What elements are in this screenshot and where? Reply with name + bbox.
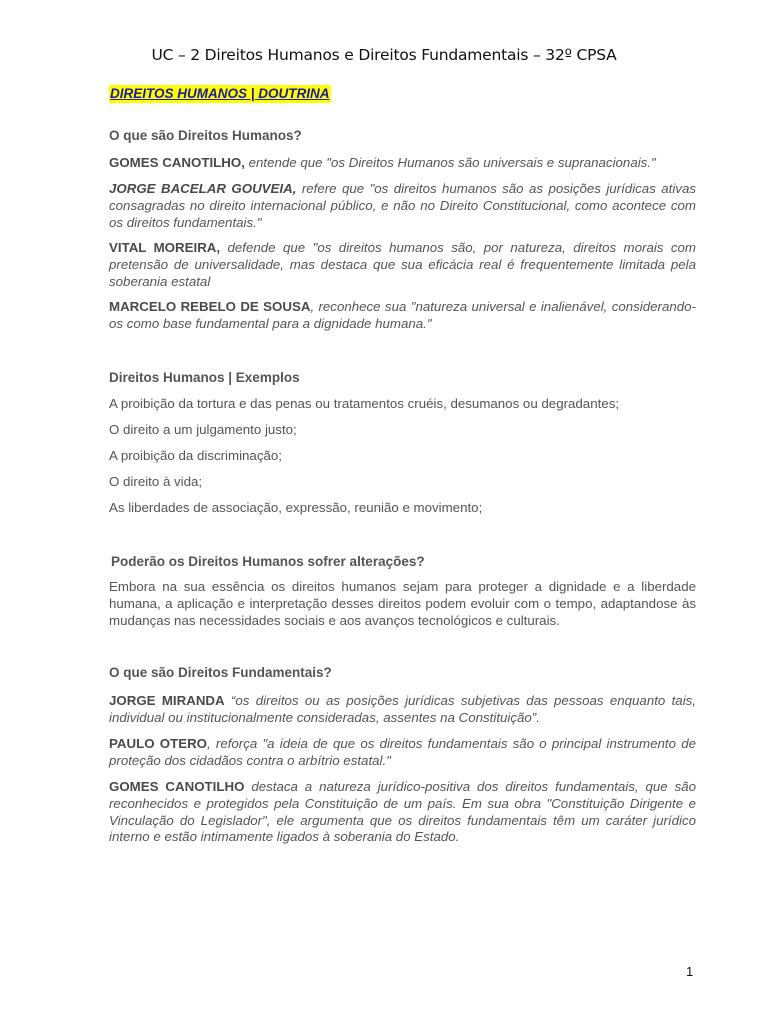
quote-text: refere que "os direitos humanos são as posições jurídicas ativas consagradas no direito internacional público, e não no Direito Constitucional, como acontece com os direitos fundamentais." [109, 181, 696, 230]
quote-author: GOMES CANOTILHO, [109, 155, 245, 170]
quote-paragraph [109, 181, 696, 231]
page-header: UC – 2 Direitos Humanos e Direitos Fundamentais – 32º CPSA [151, 46, 617, 64]
page-number: 1 [686, 964, 694, 979]
quote-text: , reforça "a ideia de que os direitos fundamentais são o principal instrumento de proteção dos cidadãos contra o arbítrio estatal." [109, 736, 696, 768]
quote-text: , reconhece sua "natureza universal e inalienável, considerando-os como base fundamental para a dignidade humana." [109, 299, 696, 331]
quote-paragraph [109, 155, 696, 172]
quote-paragraph [109, 779, 696, 846]
quote-paragraph [109, 299, 696, 333]
examples-heading: Direitos Humanos | Exemplos [109, 370, 300, 385]
answer-paragraph: Embora na sua essência os direitos humanos sejam para proteger a dignidade e a liberdade humana, a aplicação e interpretação desses direitos podem evoluir com o tempo, adaptandose às mudanças nas necessidades sociais e aos avanços tecnológicos e culturais. [109, 579, 696, 628]
quote-paragraph [109, 736, 696, 770]
example-item: O direito a um julgamento justo; [109, 422, 297, 437]
example-item: O direito à vida; [109, 474, 203, 489]
question-heading-2: Poderão os Direitos Humanos sofrer alterações? [111, 554, 425, 569]
question-heading-3: O que são Direitos Fundamentais? [109, 665, 332, 680]
quote-paragraph [109, 240, 696, 290]
quote-author: GOMES CANOTILHO [109, 779, 245, 794]
example-item: As liberdades de associação, expressão, reunião e movimento; [109, 500, 483, 515]
question-heading-1: O que são Direitos Humanos? [109, 128, 302, 143]
quote-author: MARCELO REBELO DE SOUSA [109, 299, 311, 314]
quote-paragraph [109, 693, 696, 727]
quote-author: JORGE MIRANDA [109, 693, 225, 708]
quote-author: JORGE BACELAR GOUVEIA, [109, 181, 297, 196]
quote-text: entende que "os Direitos Humanos são universais e supranacionais." [244, 155, 656, 170]
example-item: A proibição da tortura e das penas ou tratamentos cruéis, desumanos ou degradantes; [109, 396, 620, 411]
section-tag: DIREITOS HUMANOS | DOUTRINA [110, 86, 330, 101]
example-item: A proibição da discriminação; [109, 448, 282, 463]
quote-text: “os direitos ou as posições jurídicas subjetivas das pessoas enquanto tais, individual ou institucionalmente consideradas, assentes na Constituição”. [109, 693, 696, 725]
quote-text: destaca a natureza jurídico-positiva dos direitos fundamentais, que são reconhecidos e protegidos pela Constituição de um país. Em sua obra "Constituição Dirigente e Vinculação do Legislador", ele argumenta que os direitos fundamentais têm um caráter jurídico interno e estão intimamente ligados à soberania do Estado. [109, 779, 697, 845]
quote-author: VITAL MOREIRA, [109, 240, 221, 255]
quote-author: PAULO OTERO [109, 736, 208, 751]
quote-text: defende que "os direitos humanos são, por natureza, direitos morais com pretensão de universalidade, mas destaca que sua eficácia real é frequentemente limitada pela soberania estatal [109, 240, 696, 289]
